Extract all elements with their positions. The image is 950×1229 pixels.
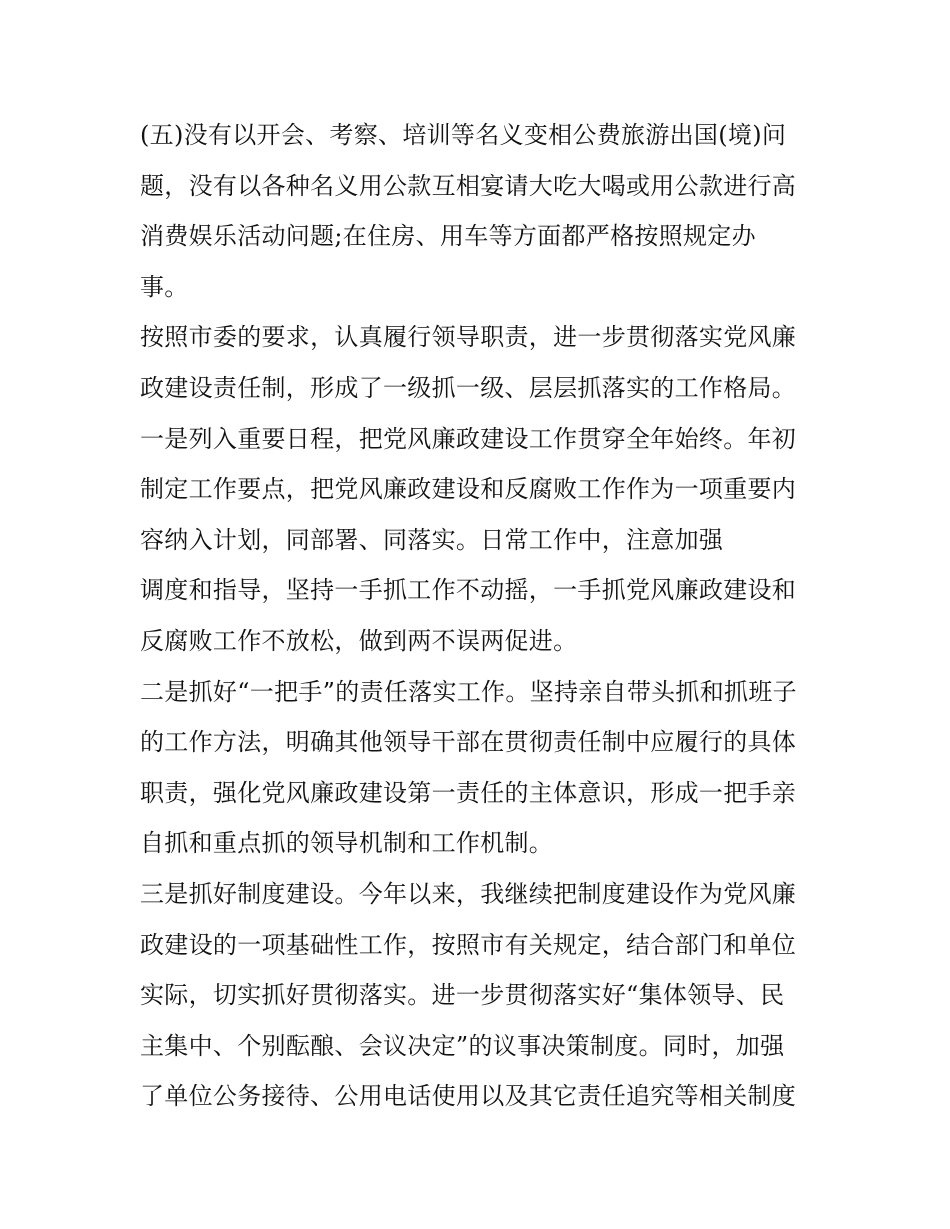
text-line: 反腐败工作不放松，做到两不误两促进。 <box>140 626 578 655</box>
text-line: 职责，强化党风廉政建设第一责任的主体意识，形成一把手亲 <box>140 778 797 807</box>
text-line: 主集中、个别酝酿、会议决定”的议事决策制度。同时，加强 <box>140 1031 785 1060</box>
text-line: 事。 <box>140 272 189 301</box>
text-line: 政建设责任制，形成了一级抓一级、层层抓落实的工作格局。 <box>140 373 797 402</box>
text-line: 制定工作要点，把党风廉政建设和反腐败工作作为一项重要内 <box>140 475 797 504</box>
text-line: 消费娱乐活动问题;在住房、用车等方面都严格按照规定办 <box>140 222 756 251</box>
text-line: 实际，切实抓好贯彻落实。进一步贯彻落实好“集体领导、民 <box>140 981 785 1010</box>
body-text <box>140 110 820 1122</box>
text-line: 题，没有以各种名义用公款互相宴请大吃大喝或用公款进行高 <box>140 171 797 200</box>
text-line: 三是抓好制度建设。今年以来，我继续把制度建设作为党风廉 <box>140 879 797 908</box>
text-line: (五)没有以开会、考察、培训等名义变相公费旅游出国(境)问 <box>140 121 787 149</box>
text-line: 一是列入重要日程，把党风廉政建设工作贯穿全年始终。年初 <box>140 424 797 453</box>
text-line: 调度和指导，坚持一手抓工作不动摇，一手抓党风廉政建设和 <box>140 576 797 605</box>
text-line: 了单位公务接待、公用电话使用以及其它责任追究等相关制度 <box>140 1082 797 1111</box>
text-line: 二是抓好“一把手”的责任落实工作。坚持亲自带头抓和抓班子 <box>140 677 797 706</box>
text-line: 的工作方法，明确其他领导干部在贯彻责任制中应履行的具体 <box>140 728 797 757</box>
text-line: 容纳入计划，同部署、同落实。日常工作中，注意加强 <box>140 525 724 554</box>
text-line: 自抓和重点抓的领导机制和工作机制。 <box>140 829 554 858</box>
text-line: 按照市委的要求，认真履行领导职责，进一步贯彻落实党风廉 <box>140 323 797 352</box>
text-line: 政建设的一项基础性工作，按照市有关规定，结合部门和单位 <box>140 930 797 959</box>
